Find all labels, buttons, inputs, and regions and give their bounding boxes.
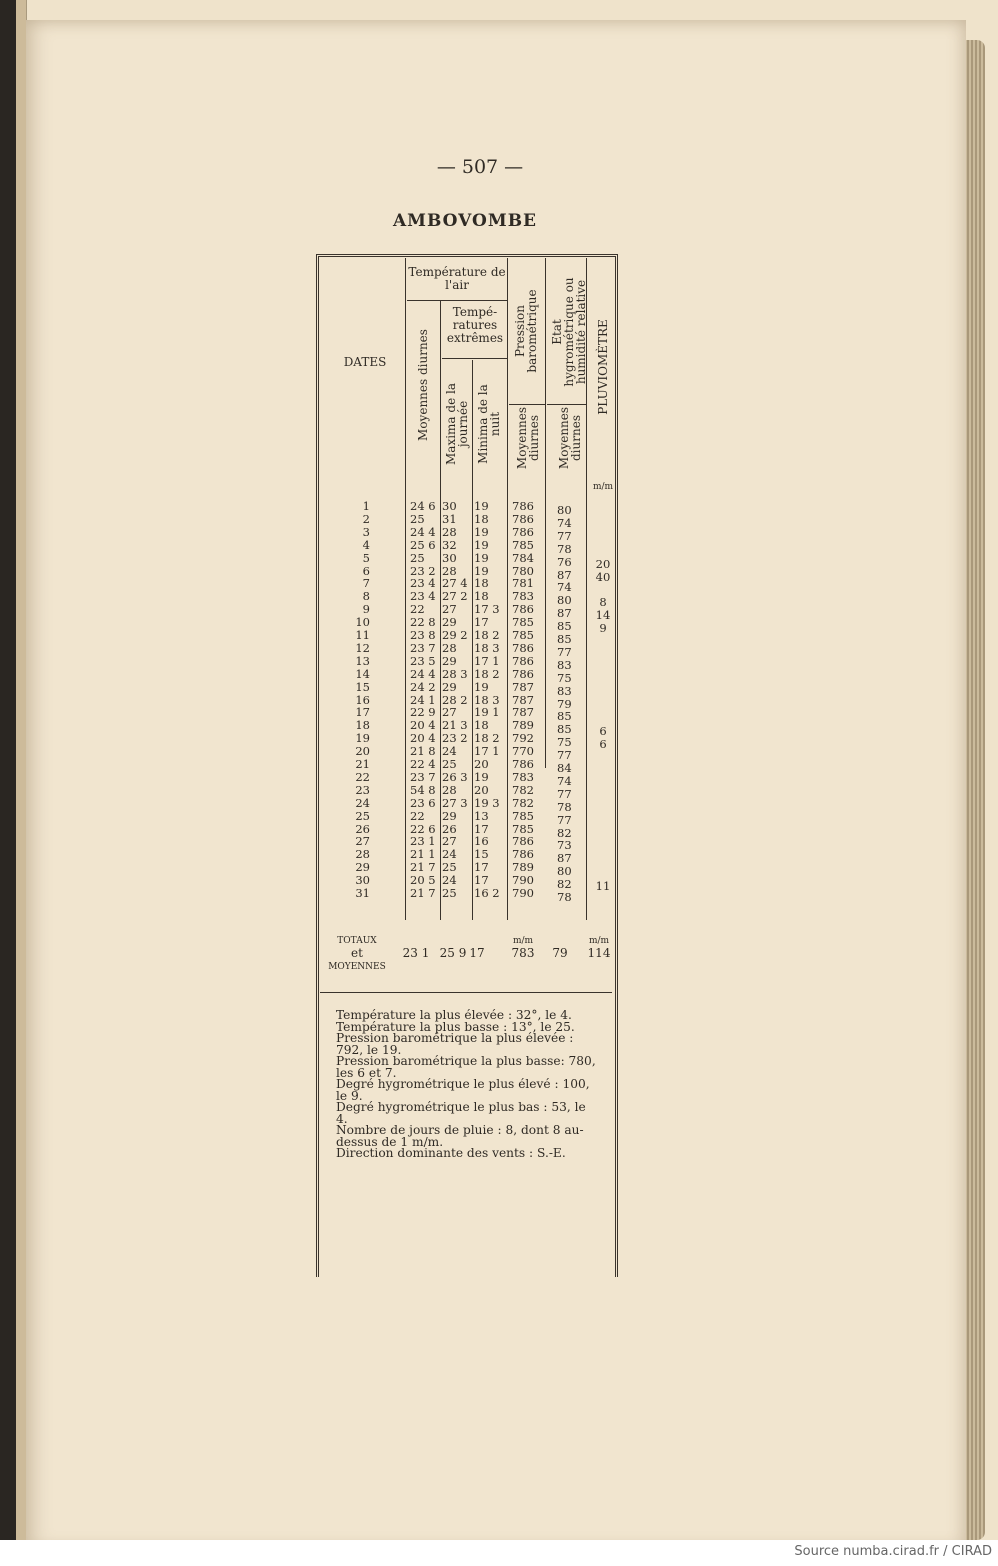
cell-min: 19 3 [474, 795, 500, 810]
cell-moy: 25 6 [410, 537, 436, 552]
cell-max: 32 [442, 537, 457, 552]
cell-hyg: 80 [557, 864, 572, 879]
note: Pression barométrique la plus élevée : 792, le 19. [336, 1031, 574, 1057]
cell-min: 18 2 [474, 666, 500, 681]
cell-hyg: 83 [557, 657, 572, 672]
cell-max: 31 [442, 511, 457, 526]
cell-max: 26 [442, 821, 457, 836]
cell-min: 18 3 [474, 640, 500, 655]
row-rule [407, 300, 507, 301]
cell-hyg: 77 [557, 528, 572, 543]
note: Degré hygrométrique le plus élevé : 100, le 9. [336, 1077, 590, 1103]
cell-pres: 785 [512, 615, 534, 630]
table-bottom-rule [320, 992, 612, 993]
cell-moy: 23 2 [410, 563, 436, 578]
header-pression: Pression barométrique [513, 289, 539, 373]
cell-hyg: 78 [557, 799, 572, 814]
cell-pres: 786 [512, 511, 534, 526]
cell-moy: 22 4 [410, 757, 436, 771]
totals-label-3: MOYENNES [328, 962, 386, 972]
cell-date: 3 [362, 524, 370, 539]
cell-hyg: 87 [557, 567, 572, 582]
cell-hyg: 74 [557, 580, 572, 595]
cell-date: 19 [355, 731, 370, 746]
table-row [0, 834, 998, 853]
cell-pres: 783 [512, 589, 534, 604]
cell-hyg: 80 [557, 593, 572, 608]
cell-max: 27 [442, 602, 457, 617]
table-row [0, 653, 998, 672]
cell-pres: 787 [512, 679, 534, 694]
cell-min: 18 [474, 511, 489, 526]
cell-date: 28 [355, 847, 370, 862]
cell-pres: 786 [512, 666, 534, 681]
totals-max: 25 9 [439, 946, 467, 960]
cell-max: 27 [442, 705, 457, 720]
cell-moy: 22 [410, 602, 425, 617]
cell-pres: 786 [512, 653, 534, 668]
cell-moy: 23 4 [410, 576, 436, 591]
note: Direction dominante des vents : S.-E. [336, 1146, 566, 1160]
cell-date: 23 [355, 782, 370, 797]
totals-pluv: 114 [587, 946, 611, 960]
cell-pres: 784 [512, 550, 534, 565]
cell-pluv: 6 [599, 737, 607, 752]
header-dates: DATES [343, 355, 387, 369]
header-pluviometre: PLUVIOMÈTRE [596, 319, 610, 415]
cell-date: 15 [355, 679, 370, 694]
cell-min: 19 [474, 769, 489, 784]
cell-date: 1 [362, 499, 370, 513]
table-row [0, 847, 998, 866]
header-pression-moyennes: Moyennes diurnes [515, 406, 541, 470]
table-row [0, 744, 998, 763]
header-minima: Minima de la nuit [476, 384, 502, 464]
cell-moy: 22 6 [410, 821, 436, 836]
cell-moy: 23 7 [410, 640, 436, 655]
cell-moy: 23 4 [410, 589, 436, 604]
table-row [0, 499, 998, 517]
cell-date: 22 [355, 769, 370, 784]
cell-max: 24 [442, 744, 457, 759]
cell-date: 25 [355, 808, 370, 823]
note: Pression barométrique la plus basse: 780, les 6 et 7. [336, 1054, 596, 1080]
cell-hyg: 77 [557, 644, 572, 659]
cell-max: 27 3 [442, 795, 468, 810]
cell-moy: 21 7 [410, 886, 436, 900]
cell-min: 18 [474, 576, 489, 591]
cell-max: 28 [442, 563, 457, 578]
cell-pres: 782 [512, 795, 534, 810]
table-row [0, 640, 998, 659]
note: Température la plus basse : 13°, le 25. [336, 1019, 575, 1034]
cell-min: 19 [474, 550, 489, 565]
cell-pres: 792 [512, 731, 534, 746]
cell-pres: 781 [512, 576, 534, 591]
cell-max: 24 [442, 847, 457, 862]
table-row [0, 537, 998, 556]
cell-pres: 786 [512, 757, 534, 771]
cell-date: 16 [355, 692, 370, 707]
cell-min: 17 [474, 873, 489, 888]
cell-hyg: 83 [557, 683, 572, 698]
cell-moy: 25 [410, 550, 425, 565]
cell-date: 6 [362, 563, 370, 578]
cell-pluv: 8 [599, 595, 607, 610]
note: Nombre de jours de pluie : 8, dont 8 au-dessus de 1 m/m. [336, 1123, 584, 1149]
cell-moy: 24 4 [410, 524, 436, 539]
cell-pres: 786 [512, 640, 534, 655]
cell-hyg: 85 [557, 632, 572, 646]
cell-min: 18 2 [474, 628, 500, 642]
table-row [0, 795, 998, 814]
cell-max: 29 [442, 808, 457, 823]
cell-pres: 790 [512, 873, 534, 888]
table-row [0, 524, 998, 543]
header-maxima: Maxima de la journée [444, 383, 470, 465]
cell-max: 29 [442, 653, 457, 668]
cell-date: 29 [355, 860, 370, 875]
unit-mm: m/m [592, 482, 614, 492]
header-hygro-moyennes: Moyennes diurnes [557, 406, 583, 470]
cell-moy: 24 1 [410, 692, 436, 707]
cell-hyg: 77 [557, 812, 572, 827]
cell-min: 19 [474, 499, 489, 513]
table-row [0, 769, 998, 788]
cell-max: 24 [442, 873, 457, 888]
cell-max: 28 [442, 782, 457, 797]
cell-max: 30 [442, 550, 457, 565]
cell-hyg: 87 [557, 851, 572, 866]
cell-moy: 21 1 [410, 847, 436, 862]
cell-max: 27 2 [442, 589, 468, 604]
cell-moy: 24 6 [410, 499, 436, 513]
cell-pres: 790 [512, 886, 534, 900]
cell-pres: 789 [512, 718, 534, 733]
cell-hyg: 87 [557, 606, 572, 621]
cell-hyg: 82 [557, 825, 572, 840]
cell-pres: 780 [512, 563, 534, 578]
row-rule [442, 358, 507, 359]
cell-min: 16 [474, 834, 489, 849]
cell-min: 19 [474, 563, 489, 578]
page-number: — 507 — [436, 156, 524, 178]
table-row [0, 666, 998, 685]
note: Degré hygrométrique le plus bas : 53, le 4. [336, 1100, 586, 1126]
table-row [0, 679, 998, 698]
table-row [0, 757, 998, 775]
cell-max: 29 [442, 615, 457, 630]
cell-date: 10 [355, 615, 370, 630]
cell-moy: 25 [410, 511, 425, 526]
cell-date: 31 [355, 886, 370, 900]
table-row [0, 860, 998, 879]
cell-moy: 23 8 [410, 628, 436, 642]
cell-max: 28 [442, 524, 457, 539]
cell-hyg: 84 [557, 761, 572, 775]
cell-pres: 786 [512, 602, 534, 617]
table-row [0, 782, 998, 801]
cell-pres: 785 [512, 537, 534, 552]
cell-hyg: 80 [557, 503, 572, 517]
cell-pluv: 40 [595, 569, 611, 584]
cell-max: 21 3 [442, 718, 468, 733]
cell-max: 28 [442, 640, 457, 655]
cell-pres: 770 [512, 744, 534, 759]
cell-date: 11 [355, 628, 370, 642]
cell-date: 7 [362, 576, 370, 591]
source-credit: Source numba.cirad.fr / CIRAD [794, 1544, 992, 1559]
cell-min: 19 1 [474, 705, 500, 720]
cell-min: 20 [474, 782, 489, 797]
cell-hyg: 79 [557, 696, 572, 711]
cell-moy: 23 5 [410, 653, 436, 668]
cell-hyg: 85 [557, 619, 572, 634]
totals-min: 17 [469, 946, 485, 960]
cell-moy: 54 8 [410, 782, 436, 797]
cell-hyg: 82 [557, 877, 572, 892]
table-row [0, 821, 998, 840]
cell-max: 27 [442, 834, 457, 849]
cell-pluv: 9 [599, 621, 607, 636]
cell-moy: 23 1 [410, 834, 436, 849]
cell-max: 29 2 [442, 628, 468, 642]
cell-moy: 22 8 [410, 615, 436, 630]
table-row [0, 511, 998, 530]
cell-moy: 20 4 [410, 731, 436, 746]
cell-min: 19 [474, 679, 489, 694]
cell-pres: 786 [512, 499, 534, 513]
cell-min: 17 1 [474, 653, 500, 668]
cell-min: 19 [474, 524, 489, 539]
cell-date: 14 [355, 666, 370, 681]
totals-hyg: 79 [552, 946, 568, 960]
cell-max: 25 [442, 886, 457, 900]
cell-pluv: 14 [595, 608, 611, 623]
cell-moy: 20 4 [410, 718, 436, 733]
cell-max: 25 [442, 860, 457, 875]
cell-min: 16 2 [474, 886, 500, 900]
cell-hyg: 74 [557, 515, 572, 530]
cell-min: 18 [474, 589, 489, 604]
cell-date: 5 [362, 550, 370, 565]
cell-pluv: 20 [595, 556, 611, 571]
cell-hyg: 75 [557, 735, 572, 750]
cell-pres: 787 [512, 692, 534, 707]
cell-max: 27 4 [442, 576, 468, 591]
cell-date: 17 [355, 705, 370, 720]
cell-hyg: 76 [557, 554, 572, 569]
cell-hyg: 77 [557, 748, 572, 763]
cell-min: 13 [474, 808, 489, 823]
totals-label-1: TOTAUX [337, 936, 377, 946]
cell-pres: 787 [512, 705, 534, 720]
cell-moy: 20 5 [410, 873, 436, 888]
table-row [0, 705, 998, 724]
cell-pres: 786 [512, 524, 534, 539]
cell-max: 28 3 [442, 666, 468, 681]
cell-hyg: 75 [557, 670, 572, 685]
header-temp-air: Température de l'air [408, 265, 506, 292]
cell-date: 20 [355, 744, 370, 759]
cell-date: 27 [355, 834, 370, 849]
cell-min: 17 [474, 860, 489, 875]
cell-date: 18 [355, 718, 370, 733]
cell-pluv: 11 [595, 879, 611, 894]
cell-min: 18 3 [474, 692, 500, 707]
header-hygrometrique: Etat hygrométrique ou humidité relative [550, 277, 588, 387]
cell-pres: 785 [512, 821, 534, 836]
cell-min: 19 [474, 537, 489, 552]
cell-pres: 785 [512, 628, 534, 642]
cell-moy: 22 9 [410, 705, 436, 720]
cell-pluv: 6 [599, 724, 607, 739]
cell-max: 28 2 [442, 692, 468, 707]
cell-pres: 785 [512, 808, 534, 823]
cell-moy: 24 2 [410, 679, 436, 694]
cell-pres: 783 [512, 769, 534, 784]
cell-date: 24 [355, 795, 370, 810]
cell-hyg: 85 [557, 709, 572, 724]
cell-moy: 24 4 [410, 666, 436, 681]
cell-hyg: 74 [557, 773, 572, 788]
cell-hyg: 78 [557, 541, 572, 556]
cell-min: 17 [474, 821, 489, 836]
cell-min: 17 1 [474, 744, 500, 759]
cell-min: 17 3 [474, 602, 500, 617]
table-row [0, 808, 998, 827]
cell-date: 8 [362, 589, 370, 604]
cell-pres: 782 [512, 782, 534, 797]
cell-date: 12 [355, 640, 370, 655]
cell-moy: 23 6 [410, 795, 436, 810]
cell-pres: 786 [512, 834, 534, 849]
cell-hyg: 78 [557, 890, 572, 904]
cell-date: 26 [355, 821, 370, 836]
cell-moy: 22 [410, 808, 425, 823]
station-title: AMBOVOMBE [392, 211, 538, 231]
cell-pres: 786 [512, 847, 534, 862]
cell-min: 18 [474, 718, 489, 733]
cell-max: 25 [442, 757, 457, 771]
totals-pres-unit: m/m [512, 936, 534, 946]
cell-min: 17 [474, 615, 489, 630]
cell-moy: 23 7 [410, 769, 436, 784]
cell-max: 23 2 [442, 731, 468, 746]
totals-label-2: et [351, 946, 363, 960]
totals-pres: 783 [511, 946, 535, 960]
cell-date: 13 [355, 653, 370, 668]
cell-date: 2 [362, 511, 370, 526]
cell-date: 30 [355, 873, 370, 888]
cell-max: 26 3 [442, 769, 468, 784]
totals-pluv-unit: m/m [588, 936, 610, 946]
cell-moy: 21 8 [410, 744, 436, 759]
cell-min: 15 [474, 847, 489, 862]
header-moyennes-diurnes: Moyennes diurnes [416, 329, 430, 441]
header-temp-extremes: Tempé- ratures extrêmes [446, 305, 504, 345]
cell-min: 20 [474, 757, 489, 771]
cell-hyg: 73 [557, 838, 572, 853]
cell-pres: 789 [512, 860, 534, 875]
cell-date: 21 [355, 757, 370, 771]
note: Température la plus élevée : 32°, le 4. [336, 1008, 572, 1022]
cell-hyg: 85 [557, 722, 572, 737]
cell-hyg: 77 [557, 786, 572, 801]
cell-date: 9 [362, 602, 370, 617]
totals-moy: 23 1 [402, 946, 430, 960]
cell-moy: 21 7 [410, 860, 436, 875]
cell-date: 4 [362, 537, 370, 552]
cell-max: 29 [442, 679, 457, 694]
cell-max: 30 [442, 499, 457, 513]
notes [336, 1010, 598, 1160]
cell-min: 18 2 [474, 731, 500, 746]
